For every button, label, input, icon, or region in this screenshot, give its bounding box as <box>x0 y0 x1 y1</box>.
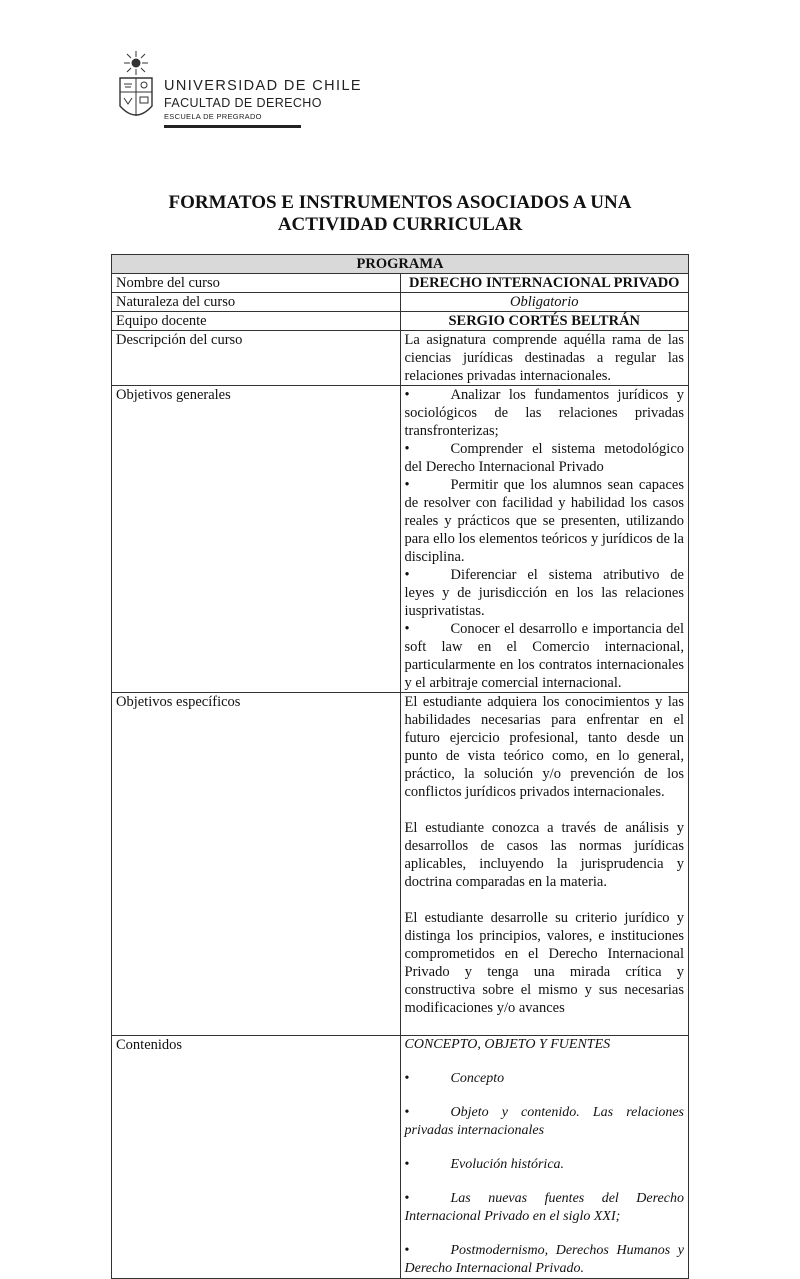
university-crest-logo <box>112 50 160 128</box>
teaching-team-value: SERGIO CORTÉS BELTRÁN <box>400 312 689 331</box>
university-name: UNIVERSIDAD DE CHILE <box>164 78 363 94</box>
section-header: PROGRAMA <box>112 255 689 274</box>
list-item: • Objeto y contenido. Las relaciones privadas internacionales <box>404 1105 684 1138</box>
program-table <box>111 254 689 1279</box>
general-objectives-cell <box>400 386 689 693</box>
course-name-value: DERECHO INTERNACIONAL PRIVADO <box>400 274 689 293</box>
bullet-glyph: • <box>404 477 410 493</box>
bullet-glyph: • <box>404 567 410 583</box>
title-line-1: FORMATOS E INSTRUMENTOS ASOCIADOS A UNA <box>168 192 632 213</box>
faculty-name: FACULTAD DE DERECHO <box>164 96 322 110</box>
list-item: • Permitir que los alumnos sean capaces de resolver con facilidad y habilidad los casos reales y prácticos que se presenten, utilizando para ello los elementos teóricos y jurídicos de la disciplina. <box>404 477 684 565</box>
table-row <box>112 331 689 386</box>
list-item: • Comprender el sistema metodológico del Derecho Internacional Privado <box>404 441 684 475</box>
table-row <box>112 386 689 693</box>
row-label: Contenidos <box>112 1036 401 1279</box>
row-label: Objetivos generales <box>112 386 401 693</box>
list-item: • Evolución histórica. <box>404 1157 565 1172</box>
list-item: • Conocer el desarrollo e importancia del soft law en el Comercio internacional, particularmente en los contratos internacionales y el arbitraje comercial internacional. <box>404 621 684 691</box>
row-label: Objetivos específicos <box>112 693 401 1036</box>
bullet-glyph: • <box>404 1157 410 1172</box>
table-section-header-row <box>112 255 689 274</box>
document-title <box>0 192 800 236</box>
paragraph: El estudiante desarrolle su criterio jurídico y distinga los principios, valores, e instituciones comprometidos en el Derecho Internacional Privado y tenga una mirada crítica y constructiva sobre el mismo y sus necesarias modificaciones y/o avances <box>404 910 684 1016</box>
course-nature-value: Obligatorio <box>400 293 689 312</box>
row-label: Nombre del curso <box>112 274 401 293</box>
list-item: • Concepto <box>404 1071 505 1086</box>
bullet-glyph: • <box>404 387 410 403</box>
header-divider <box>164 125 301 128</box>
school-name: ESCUELA DE PREGRADO <box>164 112 262 121</box>
specific-objectives-cell <box>400 693 689 1036</box>
row-label: Equipo docente <box>112 312 401 331</box>
contents-heading: CONCEPTO, OBJETO Y FUENTES <box>404 1037 611 1052</box>
bullet-glyph: • <box>404 441 410 457</box>
bullet-glyph: • <box>404 621 410 637</box>
table-row <box>112 274 689 293</box>
bullet-glyph: • <box>404 1243 410 1258</box>
table-row <box>112 312 689 331</box>
row-label: Descripción del curso <box>112 331 401 386</box>
table-row <box>112 293 689 312</box>
row-label: Naturaleza del curso <box>112 293 401 312</box>
bullet-glyph: • <box>404 1105 410 1120</box>
list-item: • Postmodernismo, Derechos Humanos y Derecho Internacional Privado. <box>404 1243 684 1276</box>
table-row <box>112 693 689 1036</box>
institution-header <box>112 50 363 130</box>
list-item: • Diferenciar el sistema atributivo de leyes y de jurisdicción en los las relaciones iusprivatistas. <box>404 567 684 619</box>
table-row <box>112 1036 689 1279</box>
title-line-2: ACTIVIDAD CURRICULAR <box>277 214 523 235</box>
paragraph: El estudiante adquiera los conocimientos y las habilidades necesarias para enfrentar en el futuro ejercicio profesional, tanto desde un punto de vista teórico como, en lo general, práctico, la solución y/o prevención de los conflictos jurídicos privados internacionales. <box>404 694 684 800</box>
paragraph: El estudiante conozca a través de análisis y desarrollos de casos las normas jurídicas aplicables, incluyendo la jurisprudencia y doctrina comparadas en la materia. <box>404 820 684 890</box>
contents-cell <box>400 1036 689 1279</box>
bullet-glyph: • <box>404 1191 410 1206</box>
description-value: La asignatura comprende aquélla rama de las ciencias jurídicas destinadas a regular las relaciones privadas internacionales. <box>400 331 689 386</box>
list-item: • Las nuevas fuentes del Derecho Internacional Privado en el siglo XXI; <box>404 1191 684 1224</box>
list-item: • Analizar los fundamentos jurídicos y sociológicos de las relaciones privadas transfronterizas; <box>404 387 684 439</box>
bullet-glyph: • <box>404 1071 410 1086</box>
